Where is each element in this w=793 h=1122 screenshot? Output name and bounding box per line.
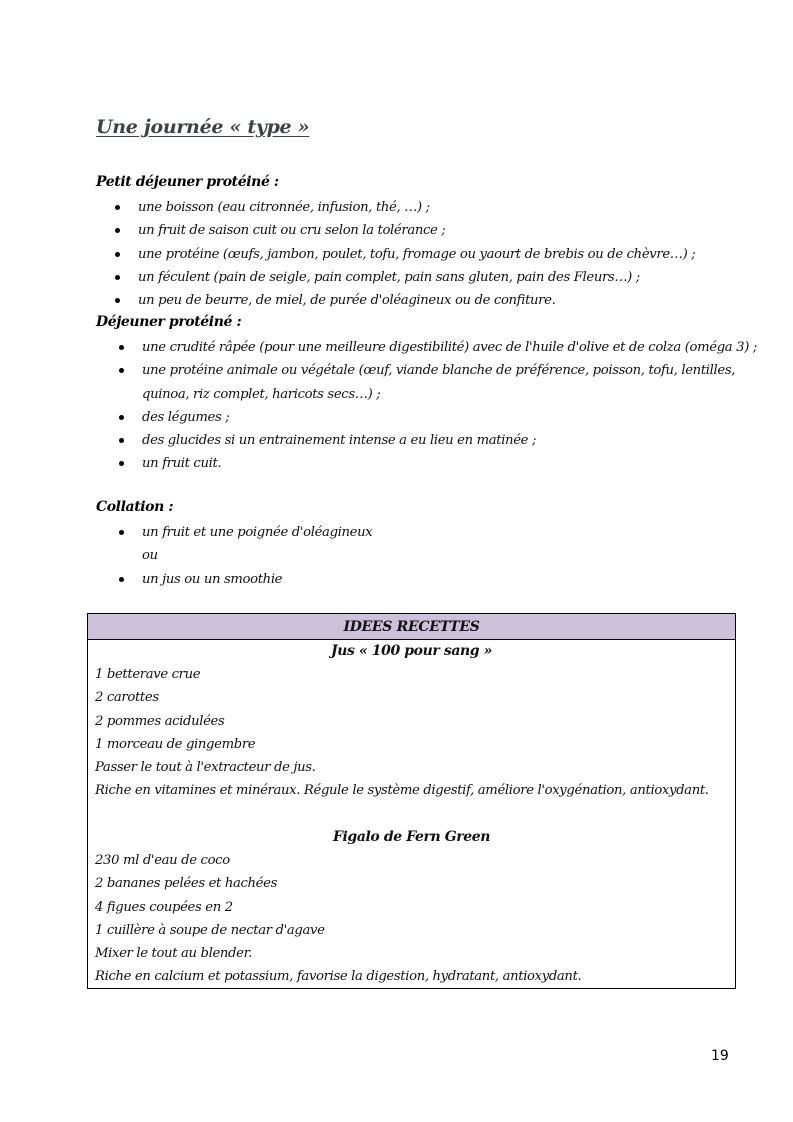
bullet-icon — [115, 275, 120, 280]
recipe-line: 2 carottes — [95, 690, 159, 706]
bullet-icon — [119, 461, 124, 466]
lunch-list — [142, 336, 757, 476]
list-item: une crudité râpée (pour une meilleure digestibilité) avec de l'huile d'olive et de colza (oméga 3) ; — [142, 336, 737, 359]
recipe-line: 230 ml d'eau de coco — [95, 853, 230, 868]
list-item: un fruit et une poignée d'oléagineux — [142, 521, 642, 544]
recipe-line: 1 betterave crue — [95, 667, 201, 682]
recipe-line: 4 figues coupées en 2 — [95, 899, 233, 915]
bullet-icon — [119, 438, 124, 443]
list-item: un fruit cuit. — [142, 452, 737, 475]
recipe-line: 2 pommes acidulées — [95, 713, 225, 729]
page-number: 19 — [711, 1048, 729, 1064]
list-separator-or: ou — [142, 548, 158, 564]
recipe-line: 1 cuillère à soupe de nectar d'agave — [95, 922, 325, 938]
list-item: une protéine animale ou végétale (œuf, viande blanche de préférence, poisson, tofu, lentilles, quinoa, riz complet, haricots secs…) ; — [142, 359, 737, 406]
recipe-title: Jus « 100 pour sang » — [331, 643, 492, 659]
page-title: Une journée « type » — [96, 116, 310, 138]
recipe-figalo-de-fern-green — [88, 826, 735, 989]
bullet-icon — [119, 530, 124, 535]
list-item: une boisson (eau citronnée, infusion, thé, …) ; — [138, 196, 738, 219]
bullet-icon — [115, 298, 120, 303]
recipe-line: Riche en calcium et potassium, favorise la digestion, hydratant, antioxydant. — [95, 969, 582, 985]
list-item: des légumes ; — [142, 406, 737, 429]
section-heading-lunch: Déjeuner protéiné : — [96, 314, 242, 330]
bullet-icon — [119, 368, 124, 373]
breakfast-list — [138, 196, 738, 312]
bullet-icon — [115, 252, 120, 257]
bullet-icon — [115, 205, 120, 210]
list-item: des glucides si un entrainement intense a eu lieu en matinée ; — [142, 429, 737, 452]
snack-list — [142, 521, 642, 591]
bullet-icon — [119, 345, 124, 350]
recipe-line: Mixer le tout au blender. — [95, 946, 252, 962]
list-item: un jus ou un smoothie — [142, 568, 642, 591]
recipe-box-header: IDEES RECETTES — [88, 614, 735, 640]
recipe-line: 1 morceau de gingembre — [95, 736, 256, 752]
recipe-jus-100-pour-sang — [88, 640, 735, 803]
list-item: une protéine (œufs, jambon, poulet, tofu, fromage ou yaourt de brebis ou de chèvre…) ; — [138, 243, 738, 266]
bullet-icon — [119, 577, 124, 582]
section-heading-snack: Collation : — [96, 499, 174, 515]
list-item: un fruit de saison cuit ou cru selon la tolérance ; — [138, 219, 738, 242]
recipe-line: Riche en vitamines et minéraux. Régule le système digestif, améliore l'oxygénation, antioxydant. — [95, 783, 709, 799]
recipe-line: Passer le tout à l'extracteur de jus. — [95, 760, 316, 776]
bullet-icon — [115, 228, 120, 233]
recipe-ideas-box — [87, 613, 736, 989]
list-item: un féculent (pain de seigle, pain complet, pain sans gluten, pain des Fleurs…) ; — [138, 266, 738, 289]
list-item: un peu de beurre, de miel, de purée d'oléagineux ou de confiture. — [138, 289, 738, 312]
recipe-line: 2 bananes pelées et hachées — [95, 876, 277, 892]
recipe-title: Figalo de Fern Green — [332, 829, 491, 845]
section-heading-breakfast: Petit déjeuner protéiné : — [96, 174, 279, 190]
bullet-icon — [119, 415, 124, 420]
